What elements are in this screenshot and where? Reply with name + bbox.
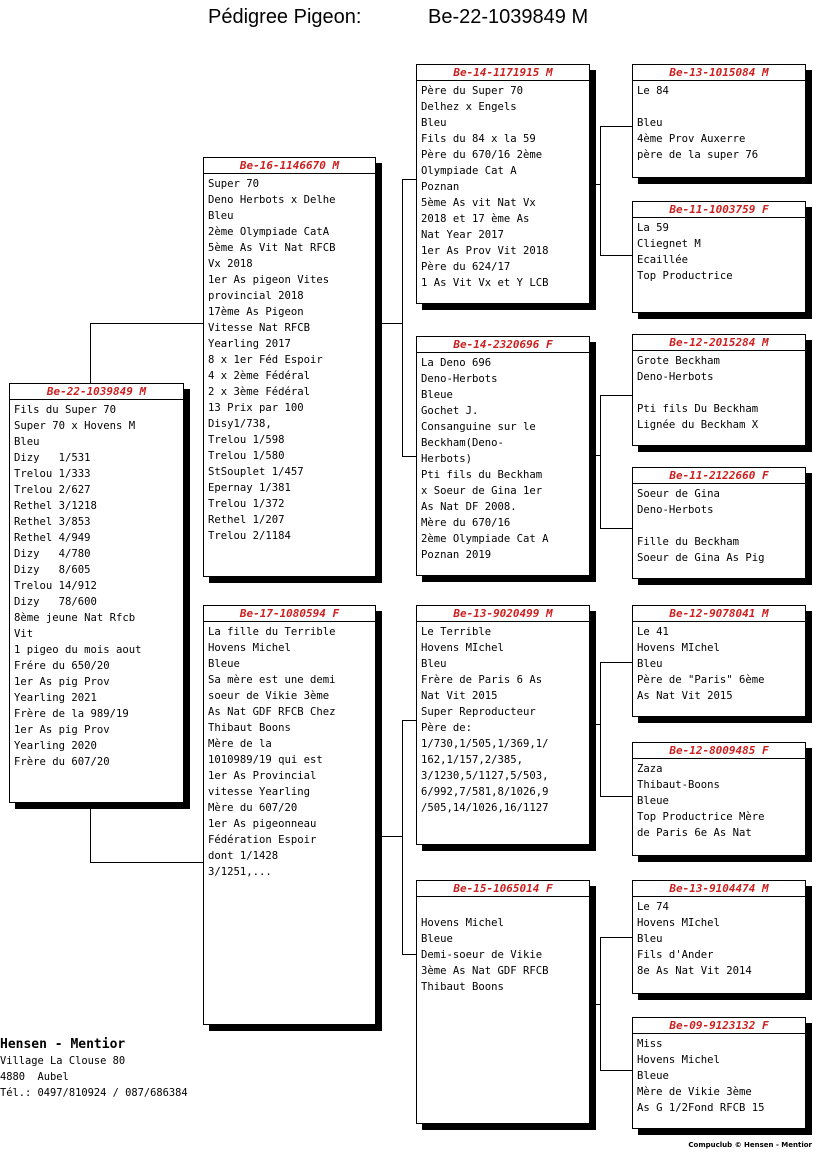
pedigree-line: Trelou 2/627 xyxy=(14,484,91,496)
connector-line xyxy=(402,954,416,955)
ring-number: Be-14-2320696 F xyxy=(417,337,589,353)
pedigree-line: Père du Super 70 xyxy=(421,85,524,97)
pedigree-line xyxy=(637,99,803,115)
connector-line xyxy=(600,937,632,938)
pedigree-line: 6/992,7/581,8/1026,9 xyxy=(421,786,549,798)
pigeon-card-dam-dam xyxy=(416,880,590,1124)
page-title xyxy=(0,6,816,32)
pedigree-line: Mère du 607/20 xyxy=(208,802,298,814)
pigeon-card-sire xyxy=(203,157,376,577)
pedigree-line: 2ème Olympiade CatA xyxy=(208,226,330,238)
pedigree-line: 1er As Prov Vit 2018 xyxy=(421,245,549,257)
pedigree-line: Hovens Michel xyxy=(637,1054,720,1066)
connector-line xyxy=(90,323,91,383)
pedigree-line: Le 84 xyxy=(637,85,669,97)
pedigree-line: x Soeur de Gina 1er xyxy=(421,485,543,497)
pedigree-line: Deno-Herbots xyxy=(637,504,714,516)
pedigree-line: Hovens Michel xyxy=(421,917,504,929)
pedigree-line: Fille du Beckham xyxy=(637,536,740,548)
pigeon-card-sdd xyxy=(632,467,806,579)
connector-line xyxy=(376,836,402,837)
pedigree-line: 1/730,1/505,1/369,1/ xyxy=(421,738,549,750)
pedigree-line: Frère du 607/20 xyxy=(14,756,110,768)
pedigree-line: Trelou 2/1184 xyxy=(208,530,291,542)
pedigree-line: Trelou 1/598 xyxy=(208,434,285,446)
pedigree-line: As Nat DF 2008. xyxy=(421,501,517,513)
ring-number: Be-13-9020499 M xyxy=(417,606,589,622)
pedigree-line: Top Productrice xyxy=(637,270,733,282)
connector-line xyxy=(376,323,402,324)
connector-line xyxy=(600,662,601,796)
pedigree-line: 1er As pigeonneau xyxy=(208,818,317,830)
pigeon-card-dds xyxy=(632,880,806,994)
pedigree-line: 1 pigeo du mois aout xyxy=(14,644,142,656)
pedigree-line: Le 41 xyxy=(637,626,669,638)
connector-line xyxy=(90,862,204,863)
pedigree-line: Rethel 4/949 xyxy=(14,532,91,544)
pedigree-line: Yearling 2020 xyxy=(14,740,97,752)
pedigree-line: Super 70 x Hovens M xyxy=(14,420,136,432)
pedigree-line: Demi-soeur de Vikie xyxy=(421,949,543,961)
pedigree-line: Top Productrice Mère xyxy=(637,811,765,823)
pedigree-line: Mère du 670/16 xyxy=(421,517,511,529)
pedigree-line: Nat Year 2017 xyxy=(421,229,504,241)
connector-line xyxy=(600,255,632,256)
pedigree-line: Disy1/738, xyxy=(208,418,272,430)
pedigree-line: Nat Vit 2015 xyxy=(421,690,498,702)
ring-number: Be-13-1015084 M xyxy=(633,65,805,81)
connector-line xyxy=(600,126,601,255)
pedigree-line: Mère de Vikie 3ème xyxy=(637,1086,752,1098)
connector-line xyxy=(402,720,416,721)
pedigree-line: Bleue xyxy=(421,389,453,401)
pedigree-line: Trelou 1/333 xyxy=(14,468,91,480)
pigeon-card-sire-sire xyxy=(416,64,590,304)
pigeon-card-dam xyxy=(203,605,376,1025)
pedigree-line: Vitesse Nat RFCB xyxy=(208,322,311,334)
owner-info xyxy=(0,1037,188,1101)
ring-number: Be-16-1146670 M xyxy=(204,158,375,174)
pedigree-line: 2 x 3ème Fédéral xyxy=(208,386,311,398)
pedigree-line: Beckham(Deno- xyxy=(421,437,504,449)
pedigree-line: Super Reproducteur xyxy=(421,706,536,718)
pedigree-line: 1er As pig Prov xyxy=(14,724,110,736)
pedigree-line: Bleu xyxy=(208,210,234,222)
pedigree-line: 3/1251,... xyxy=(208,866,272,878)
pedigree-line: Yearling 2017 xyxy=(208,338,291,350)
pedigree-line: Cliegnet M xyxy=(637,238,701,250)
pedigree-line: Bleu xyxy=(637,933,663,945)
pedigree-line: Delhez x Engels xyxy=(421,101,517,113)
pedigree-line: Thibaut Boons xyxy=(208,722,291,734)
pedigree-line: Fils du 84 x la 59 xyxy=(421,133,536,145)
pedigree-line: 13 Prix par 100 xyxy=(208,402,304,414)
pedigree-line: 2018 et 17 ème As xyxy=(421,213,530,225)
pedigree-line: 4 x 2ème Fédéral xyxy=(208,370,311,382)
pedigree-line: Deno-Herbots xyxy=(637,371,714,383)
pedigree-line: La fille du Terrible xyxy=(208,626,336,638)
pedigree-line: Miss xyxy=(637,1038,663,1050)
pedigree-line: Sa mère est une demi xyxy=(208,674,336,686)
pedigree-line: soeur de Vikie 3ème xyxy=(208,690,330,702)
pedigree-line xyxy=(421,899,587,915)
pedigree-line: Vit xyxy=(14,628,34,640)
connector-line xyxy=(600,395,632,396)
ring-number: Be-17-1080594 F xyxy=(204,606,375,622)
pedigree-line: Frére du 650/20 xyxy=(14,660,110,672)
connector-line xyxy=(402,179,403,456)
pedigree-line: Consanguine sur le xyxy=(421,421,536,433)
pedigree-line: Olympiade Cat A xyxy=(421,165,517,177)
pedigree-line: Poznan 2019 xyxy=(421,549,492,561)
pedigree-line: /505,14/1026,16/1127 xyxy=(421,802,549,814)
connector-line xyxy=(600,126,632,127)
pedigree-line: Fédération Espoir xyxy=(208,834,317,846)
pedigree-line: Trelou 1/372 xyxy=(208,498,285,510)
connector-line xyxy=(590,455,600,456)
connector-line xyxy=(600,662,632,663)
pedigree-line: Super 70 xyxy=(208,178,260,190)
pedigree-line: 8 x 1er Féd Espoir xyxy=(208,354,323,366)
connector-line xyxy=(600,937,601,1070)
pedigree-line: Hovens Michel xyxy=(208,642,291,654)
pedigree-line: La Deno 696 xyxy=(421,357,492,369)
pedigree-line: Rethel 1/207 xyxy=(208,514,285,526)
pedigree-line: Bleu xyxy=(637,117,663,129)
pedigree-line: Le 74 xyxy=(637,901,669,913)
pedigree-line xyxy=(637,518,803,534)
pigeon-card-sss xyxy=(632,64,806,178)
pedigree-line: Fils du Super 70 xyxy=(14,404,117,416)
pedigree-line: As G 1/2Fond RFCB 15 xyxy=(637,1102,765,1114)
pedigree-line: Trelou 14/912 xyxy=(14,580,97,592)
owner-phone: Tél.: 0497/810924 / 087/686384 xyxy=(0,1087,188,1099)
pigeon-card-ssd xyxy=(632,201,806,313)
ring-number: Be-12-2015284 M xyxy=(633,335,805,351)
pedigree-line: Rethel 3/1218 xyxy=(14,500,97,512)
connector-line xyxy=(402,179,416,180)
pedigree-line: Bleu xyxy=(421,117,447,129)
pigeon-card-sds xyxy=(632,334,806,446)
pedigree-line: Zaza xyxy=(637,763,663,775)
pigeon-card-ddd xyxy=(632,1017,806,1129)
connector-line xyxy=(600,395,601,528)
pedigree-line: Pti fils Du Beckham xyxy=(637,403,759,415)
ring-number: Be-15-1065014 F xyxy=(417,881,589,897)
pedigree-line: Dizy 8/605 xyxy=(14,564,91,576)
title-label: Pédigree Pigeon: xyxy=(208,6,362,28)
pigeon-card-subject xyxy=(9,383,184,803)
pedigree-line: 5ème As Vit Nat RFCB xyxy=(208,242,336,254)
pedigree-line: Soeur de Gina As Pig xyxy=(637,552,765,564)
connector-line xyxy=(402,456,416,457)
pedigree-line: 5ème As vit Nat Vx xyxy=(421,197,536,209)
pedigree-line: Dizy 78/600 xyxy=(14,596,97,608)
ring-number: Be-13-9104474 M xyxy=(633,881,805,897)
pedigree-line: Mère de la xyxy=(208,738,272,750)
pedigree-line: Lignée du Beckham X xyxy=(637,419,759,431)
pedigree-line: Poznan xyxy=(421,181,460,193)
ring-number: Be-09-9123132 F xyxy=(633,1018,805,1034)
pedigree-line: père de la super 76 xyxy=(637,149,759,161)
pedigree-line: Herbots) xyxy=(421,453,473,465)
pedigree-line: Père de "Paris" 6ème xyxy=(637,674,765,686)
pedigree-line: Bleue xyxy=(208,658,240,670)
pedigree-line: Le Terrible xyxy=(421,626,492,638)
connector-line xyxy=(90,802,91,863)
connector-line xyxy=(600,796,632,797)
pedigree-line: 3/1230,5/1127,5/503, xyxy=(421,770,549,782)
ring-number: Be-11-1003759 F xyxy=(633,202,805,218)
pedigree-line: Ecaillée xyxy=(637,254,689,266)
owner-address: Village La Clouse 80 xyxy=(0,1055,126,1067)
pedigree-line: StSouplet 1/457 xyxy=(208,466,304,478)
pedigree-line: Frère de Paris 6 As xyxy=(421,674,543,686)
pedigree-line: Frère de la 989/19 xyxy=(14,708,129,720)
pedigree-line: Deno Herbots x Delhe xyxy=(208,194,336,206)
pedigree-line: dont 1/1428 xyxy=(208,850,279,862)
pedigree-line: Yearling 2021 xyxy=(14,692,97,704)
pedigree-line: Thibaut Boons xyxy=(421,981,504,993)
pedigree-line: Bleue xyxy=(421,933,453,945)
ring-number: Be-12-9078041 M xyxy=(633,606,805,622)
pedigree-line: provincial 2018 xyxy=(208,290,304,302)
connector-line xyxy=(600,1070,632,1071)
pedigree-line: Père du 624/17 xyxy=(421,261,511,273)
pedigree-line: Vx 2018 xyxy=(208,258,253,270)
pedigree-line: Epernay 1/381 xyxy=(208,482,291,494)
ring-number: Be-12-8009485 F xyxy=(633,743,805,759)
pedigree-line: La 59 xyxy=(637,222,669,234)
pedigree-line: Thibaut-Boons xyxy=(637,779,720,791)
pedigree-line: 1er As Provincial xyxy=(208,770,317,782)
owner-name: Hensen - Mentior xyxy=(0,1037,126,1052)
pedigree-line: Grote Beckham xyxy=(637,355,720,367)
ring-number: Be-22-1039849 M xyxy=(10,384,183,400)
pedigree-line: Père du 670/16 2ème xyxy=(421,149,543,161)
pedigree-line: Père de: xyxy=(421,722,473,734)
pedigree-line: 162,1/157,2/385, xyxy=(421,754,524,766)
pedigree-line: Bleu xyxy=(421,658,447,670)
pedigree-line: Hovens MIchel xyxy=(421,642,504,654)
pedigree-line: de Paris 6e As Nat xyxy=(637,827,752,839)
pedigree-line: 17ème As Pigeon xyxy=(208,306,304,318)
pedigree-line: Bleu xyxy=(637,658,663,670)
pedigree-line: 2ème Olympiade Cat A xyxy=(421,533,549,545)
pedigree-line: 8e As Nat Vit 2014 xyxy=(637,965,752,977)
pigeon-card-dsd xyxy=(632,742,806,856)
ring-number: Be-14-1171915 M xyxy=(417,65,589,81)
pedigree-line: 1er As pigeon Vites xyxy=(208,274,330,286)
pedigree-line: Bleue xyxy=(637,795,669,807)
pedigree-line: 4ème Prov Auxerre xyxy=(637,133,746,145)
pedigree-line: vitesse Yearling xyxy=(208,786,311,798)
copyright-note: Compuclub © Hensen - Mentior xyxy=(688,1141,812,1149)
pedigree-line: Dizy 4/780 xyxy=(14,548,91,560)
pedigree-line: Fils d'Ander xyxy=(637,949,714,961)
pedigree-line: Pti fils du Beckham xyxy=(421,469,543,481)
ring-number: Be-11-2122660 F xyxy=(633,468,805,484)
pedigree-line: Gochet J. xyxy=(421,405,479,417)
connector-line xyxy=(90,323,204,324)
pedigree-line: 3ème As Nat GDF RFCB xyxy=(421,965,549,977)
pedigree-line: Hovens MIchel xyxy=(637,917,720,929)
pedigree-line: Hovens MIchel xyxy=(637,642,720,654)
pedigree-line: 8ème jeune Nat Rfcb xyxy=(14,612,136,624)
pedigree-line: Deno-Herbots xyxy=(421,373,498,385)
pedigree-line: 1er As pig Prov xyxy=(14,676,110,688)
pedigree-line: As Nat Vit 2015 xyxy=(637,690,733,702)
pigeon-card-dam-sire xyxy=(416,605,590,845)
connector-line xyxy=(590,724,600,725)
pedigree-line: Dizy 1/531 xyxy=(14,452,91,464)
pedigree-line: Trelou 1/580 xyxy=(208,450,285,462)
pedigree-line: As Nat GDF RFCB Chez xyxy=(208,706,336,718)
pedigree-line: 1 As Vit Vx et Y LCB xyxy=(421,277,549,289)
pedigree-line: Rethel 3/853 xyxy=(14,516,91,528)
pedigree-line: Bleu xyxy=(14,436,40,448)
pedigree-line: 1010989/19 qui est xyxy=(208,754,323,766)
pigeon-card-sire-dam xyxy=(416,336,590,576)
pedigree-line: Bleue xyxy=(637,1070,669,1082)
title-ring-number: Be-22-1039849 M xyxy=(428,6,589,28)
connector-line xyxy=(590,184,600,185)
connector-line xyxy=(600,528,632,529)
connector-line xyxy=(590,1004,600,1005)
pedigree-line: Soeur de Gina xyxy=(637,488,720,500)
owner-city: 4880 Aubel xyxy=(0,1071,69,1083)
pedigree-line xyxy=(637,385,803,401)
pigeon-card-dss xyxy=(632,605,806,717)
connector-line xyxy=(402,720,403,954)
